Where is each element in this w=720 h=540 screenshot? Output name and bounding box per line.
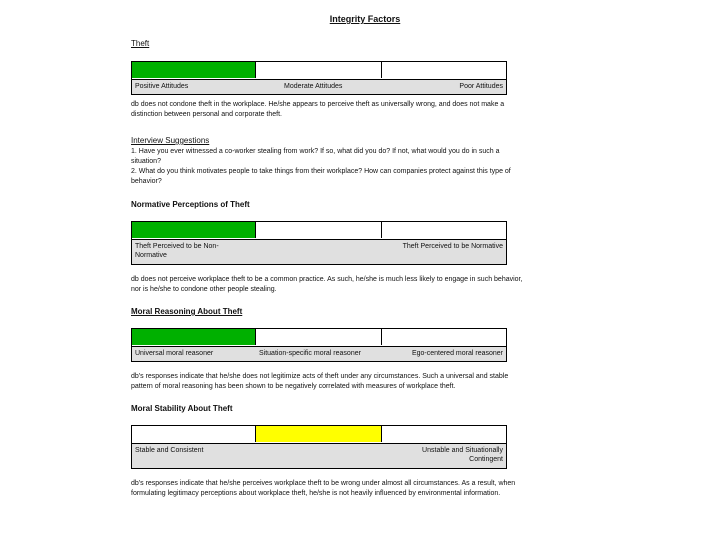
section-title-theft: Theft — [131, 39, 150, 48]
scale-segment-normative — [382, 222, 506, 238]
interview-suggestions-title: Interview Suggestions — [131, 136, 210, 145]
scale-segment-universal — [132, 329, 256, 345]
paragraph-line: formulating legitimacy perceptions about workplace theft, he/she is not heavily influenced by environmental information. — [131, 490, 501, 497]
scale-label-poor: Poor Attitudes — [459, 83, 503, 90]
scale-segment-ego — [382, 329, 506, 345]
paragraph-line: db's responses indicate that he/she does not legitimize acts of theft under any circumstances. Such a universal and stable — [131, 373, 509, 380]
scale-label-moderate: Moderate Attitudes — [284, 83, 343, 90]
section-title-normative: Normative Perceptions of Theft — [131, 200, 250, 209]
scale-label-unstable: Unstable and Situationally — [422, 447, 503, 454]
section-title-moral-stability: Moral Stability About Theft — [131, 404, 233, 413]
interview-line: behavior? — [131, 178, 162, 185]
scale-segment-unstable — [382, 426, 506, 442]
scale-segment-middle — [256, 222, 382, 238]
scale-segment-moderate — [256, 62, 382, 78]
normative-paragraph — [131, 275, 601, 295]
moral-stability-paragraph — [131, 479, 601, 499]
paragraph-line: db does not condone theft in the workplace. He/she appears to perceive theft as universally wrong, and does not make a — [131, 101, 505, 108]
scale-label-ego: Ego-centered moral reasoner — [411, 350, 503, 357]
scale-label-stable: Stable and Consistent — [135, 447, 204, 454]
scale-normative — [131, 221, 507, 265]
scale-label-non-normative: Theft Perceived to be Non- — [135, 243, 219, 250]
moral-reasoning-paragraph — [131, 372, 601, 392]
theft-paragraph — [131, 100, 601, 120]
paragraph-line: pattern of moral reasoning has been shown to be negatively correlated with measures of workplace theft. — [131, 383, 456, 390]
section-title-moral-reasoning: Moral Reasoning About Theft — [131, 307, 243, 316]
scale-segment-middle-yellow — [256, 426, 382, 442]
scale-label-situation: Situation-specific moral reasoner — [259, 350, 361, 357]
scale-segment-stable — [132, 426, 256, 442]
scale-segment-positive — [132, 62, 256, 78]
interview-line: situation? — [131, 158, 161, 165]
scale-label-unstable-cont: Contingent — [469, 456, 503, 463]
scale-theft — [131, 61, 507, 95]
scale-label-universal: Universal moral reasoner — [135, 350, 214, 357]
interview-line: 2. What do you think motivates people to take things from their workplace? How can companies protect against this type of — [131, 168, 511, 175]
paragraph-line: db's responses indicate that he/she perceives workplace theft to be wrong under almost all circumstances. As a result, when — [131, 480, 516, 487]
paragraph-line: distinction between personal and corporate theft. — [131, 111, 282, 118]
scale-moral-stability — [131, 425, 507, 469]
paragraph-line: db does not perceive workplace theft to be a common practice. As such, he/she is much less likely to engage in such behavior, — [131, 276, 523, 283]
scale-segment-non-normative — [132, 222, 256, 238]
paragraph-line: nor is he/she to condone other people stealing. — [131, 286, 277, 293]
interview-line: 1. Have you ever witnessed a co-worker stealing from work? If so, what did you do? If not, what would you do in such a — [131, 148, 500, 155]
scale-label-positive: Positive Attitudes — [135, 83, 189, 90]
scale-label-normative: Theft Perceived to be Normative — [402, 243, 503, 250]
document-title: Integrity Factors — [329, 14, 401, 24]
scale-moral-reasoning — [131, 328, 507, 362]
scale-segment-poor — [382, 62, 506, 78]
interview-suggestions-list — [131, 147, 601, 187]
scale-label-non-normative-cont: Normative — [135, 252, 167, 259]
scale-segment-situation — [256, 329, 382, 345]
